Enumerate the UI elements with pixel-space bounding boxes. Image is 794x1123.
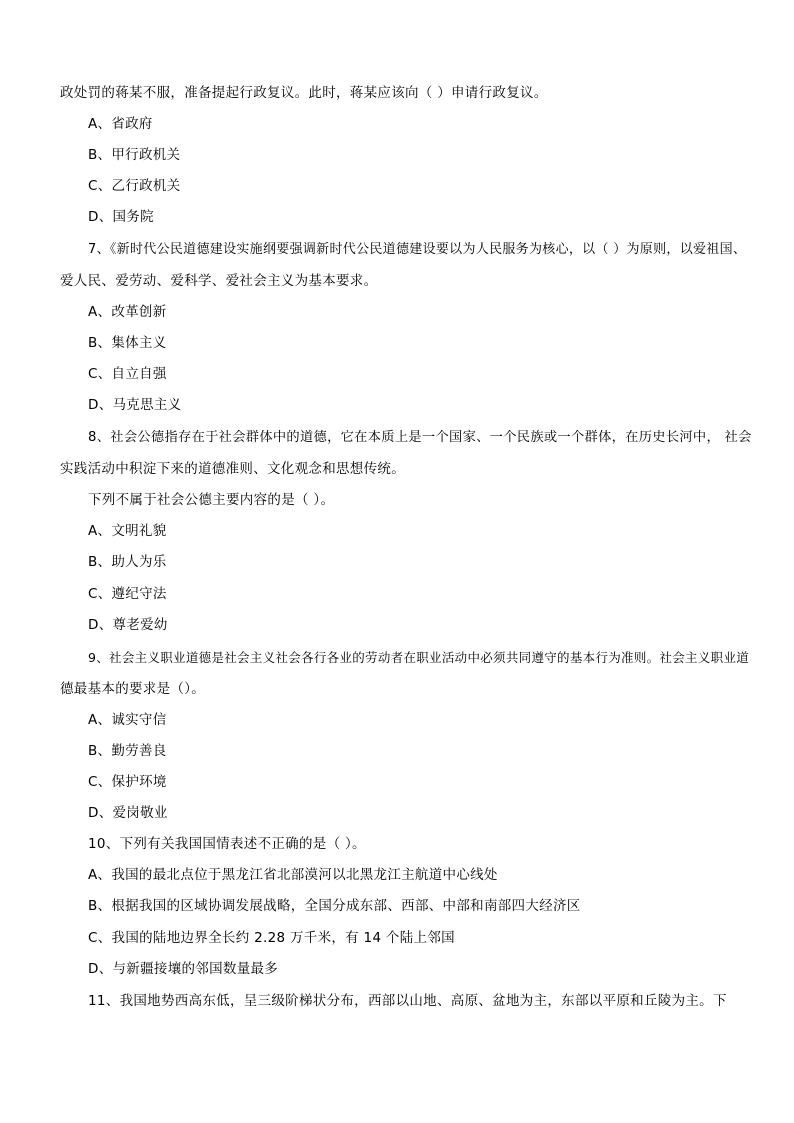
question-7-stem-line-2: 爱人民、爱劳动、爱科学、爱社会主义为基本要求。	[60, 273, 378, 289]
question-8-option-d: D、尊老爱幼	[88, 617, 168, 633]
question-7-option-d: D、马克思主义	[88, 397, 182, 413]
question-8-stem-line-3: 下列不属于社会公德主要内容的是（ ）。	[88, 492, 335, 508]
question-8-stem-line-1: 8、社会公德指存在于社会群体中的道德，它在本质上是一个国家、一个民族或一个群体，在历史长河中， 社会	[88, 430, 752, 445]
question-6-option-c: C、乙行政机关	[88, 178, 181, 194]
question-9-stem-line-2: 德最基本的要求是（）。	[60, 681, 206, 697]
question-10-stem: 10、下列有关我国国情表述不正确的是（ ）。	[88, 836, 366, 852]
question-9-option-d: D、爱岗敬业	[88, 805, 168, 821]
question-6-stem-continued: 政处罚的蒋某不服，准备提起行政复议。此时，蒋某应该向（ ）申请行政复议。	[60, 85, 548, 101]
question-10-option-d: D、与新疆接壤的邻国数量最多	[88, 961, 279, 977]
question-7-option-c: C、自立自强	[88, 366, 167, 382]
question-7-option-b: B、集体主义	[88, 335, 167, 351]
question-7-option-a: A、改革创新	[88, 304, 167, 320]
question-10-option-b: B、根据我国的区域协调发展战略，全国分成东部、西部、中部和南部四大经济区	[88, 898, 581, 914]
question-6-option-d: D、国务院	[88, 209, 154, 225]
question-8-option-b: B、助人为乐	[88, 554, 167, 570]
question-6-option-a: A、省政府	[88, 116, 153, 132]
question-10-option-c: C、我国的陆地边界全长约 2.28 万千米，有 14 个陆上邻国	[88, 930, 455, 946]
question-9-stem-line-1: 9、社会主义职业道德是社会主义社会各行各业的劳动者在职业活动中必须共同遵守的基本行为准则。社会主义职业道	[88, 650, 750, 665]
question-6-option-b: B、甲行政机关	[88, 147, 181, 163]
question-7-stem-line-1: 7、《新时代公民道德建设实施纲要强调新时代公民道德建设要以为人民服务为核心，以（ ）为原则，以爱祖国、	[88, 242, 747, 257]
question-10-option-a: A、我国的最北点位于黑龙江省北部漠河以北黑龙江主航道中心线处	[88, 867, 498, 883]
question-8-option-c: C、遵纪守法	[88, 586, 167, 602]
question-11-stem-line-1: 11、我国地势西高东低，呈三级阶梯状分布，西部以山地、高原、盆地为主，东部以平原和丘陵为主。下	[88, 993, 727, 1009]
question-8-stem-line-2: 实践活动中积淀下来的道德准则、文化观念和思想传统。	[60, 461, 405, 477]
question-9-option-a: A、诚实守信	[88, 712, 167, 728]
question-9-option-b: B、勤劳善良	[88, 743, 167, 759]
question-9-option-c: C、保护环境	[88, 774, 167, 790]
question-8-option-a: A、文明礼貌	[88, 523, 167, 539]
